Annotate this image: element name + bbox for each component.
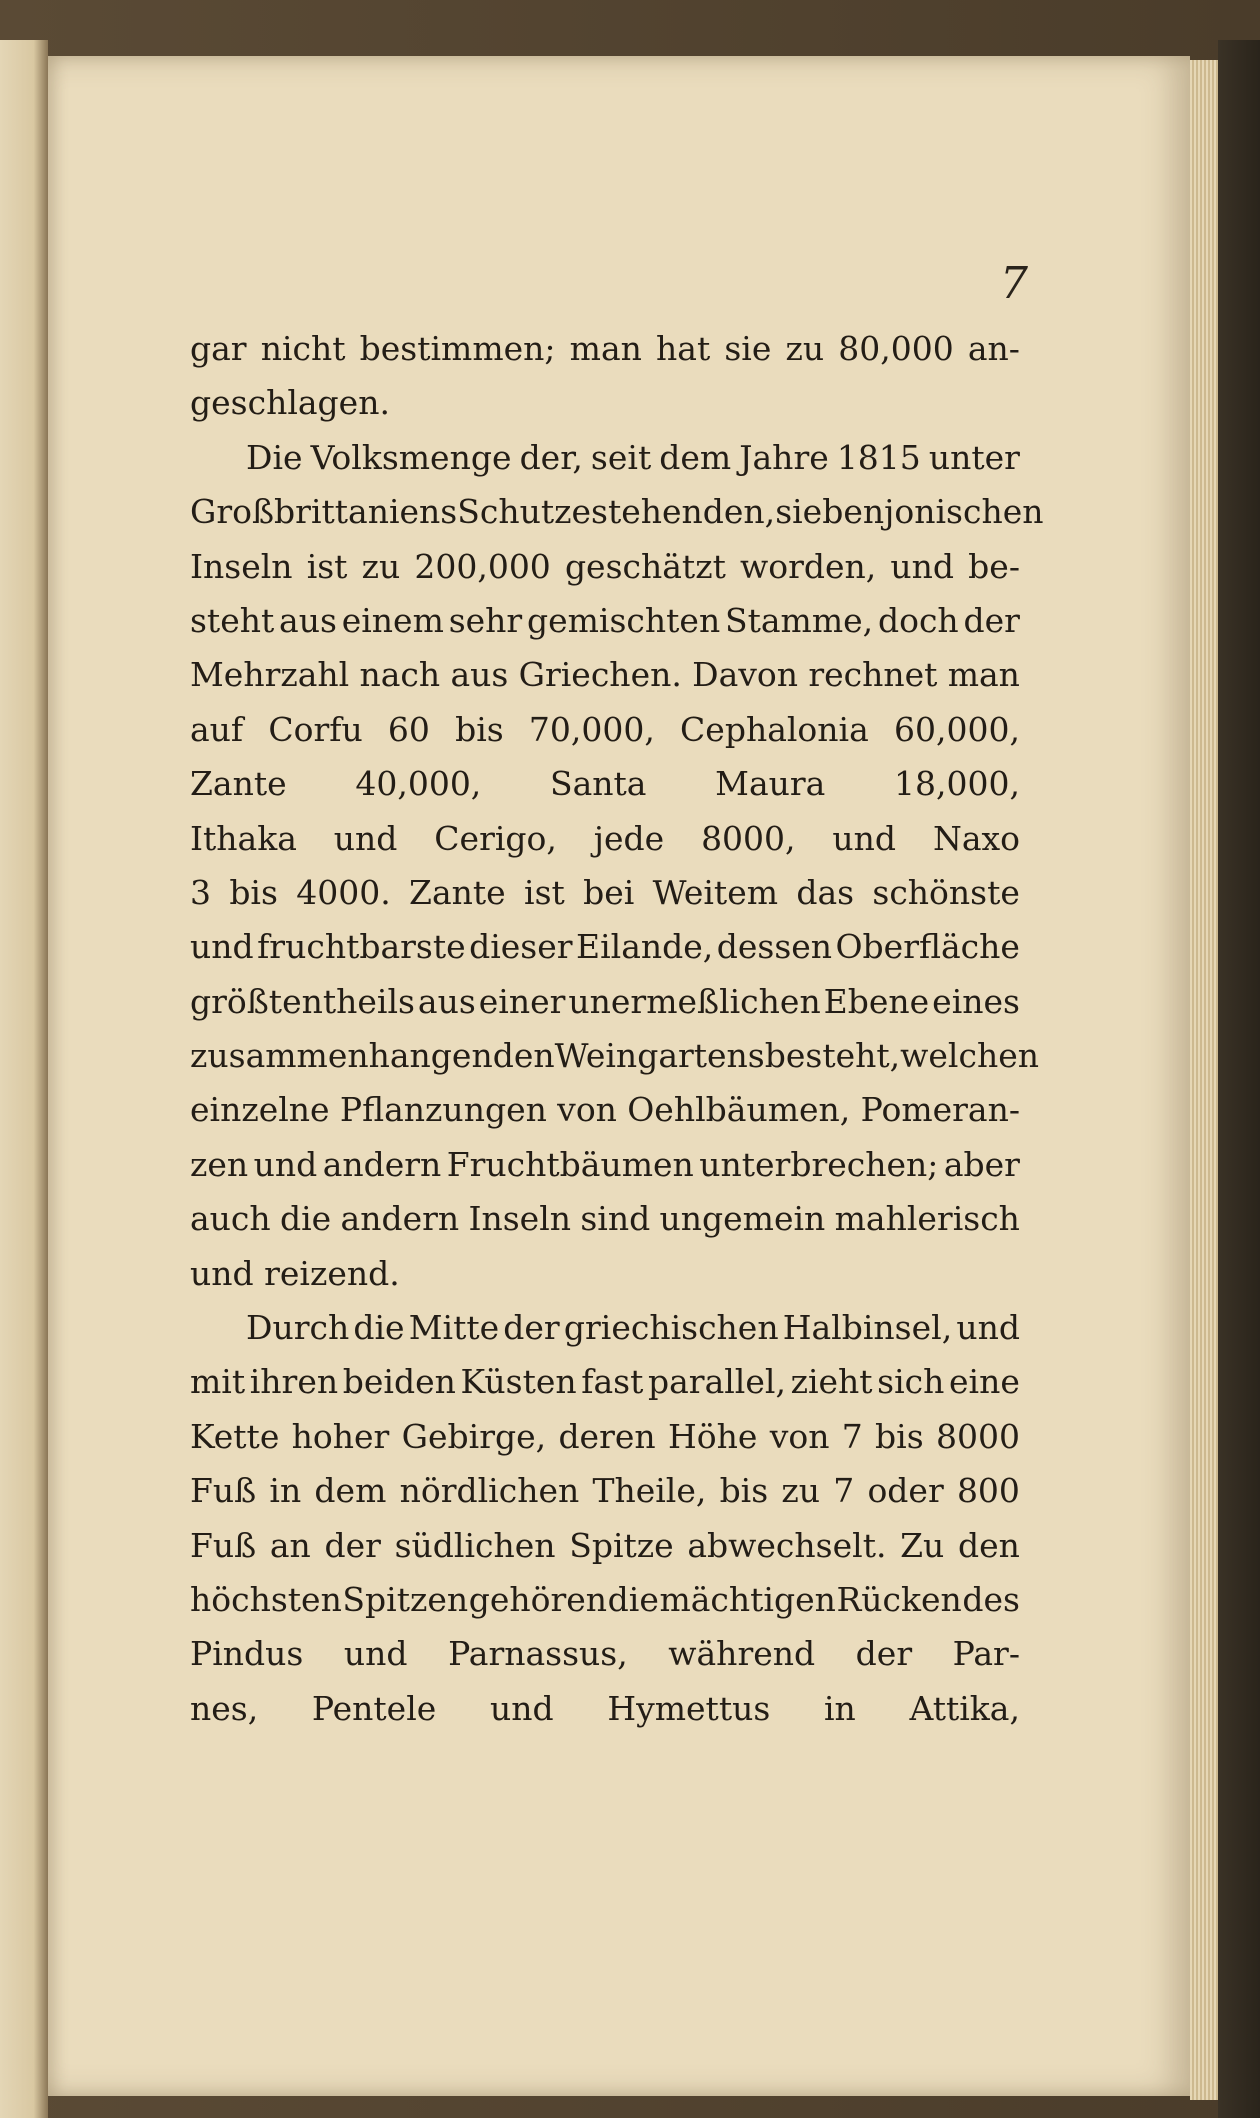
word: und [832,818,897,858]
word: Halbinsel, [782,1308,953,1348]
word: zu [361,546,401,586]
word: einem [341,600,444,640]
word: Inseln [190,546,293,586]
word: ihren [249,1362,339,1402]
facing-page-edge [0,40,48,2118]
word: Attika, [909,1688,1020,1728]
word: bis [455,709,504,749]
word: 60 [387,709,430,749]
text-line: und reizend. [190,1253,400,1293]
word: die [353,1308,405,1348]
word: und [489,1688,554,1728]
text-line [190,1138,1020,1192]
word: Inseln [468,1199,572,1239]
word: andern [322,1144,442,1184]
word: die [607,1579,659,1619]
word: besteht, [764,1036,901,1076]
word: Küsten [460,1362,577,1402]
word: Stamme, [725,600,874,640]
word: hoher [291,1416,390,1456]
word: 18,000, [894,764,1020,804]
word: doch [877,600,959,640]
word: Santa [550,764,647,804]
word: jonischen [884,492,1044,532]
word: 70,000, [528,709,655,749]
text-line [190,431,1020,485]
text-line [190,703,1020,757]
text-line [190,757,1020,811]
word: gehören [468,1579,608,1619]
word: 4000. [296,872,391,912]
word: bis [719,1471,769,1511]
word: zu [781,1471,821,1511]
word: höchsten [190,1579,342,1619]
word: geschätzt [564,546,726,586]
word: steht [190,600,275,640]
word: Weitem [652,872,779,912]
word: Cephalonia [680,709,869,749]
word: und [890,546,955,586]
word: beiden [342,1362,456,1402]
word: nach [359,655,441,695]
word: und [253,1144,318,1184]
word: Fuß [190,1471,257,1511]
word: zusammenhangenden [190,1036,555,1076]
word: parallel, [648,1362,786,1402]
word: Spitze [569,1525,674,1565]
word: an [269,1525,311,1565]
word: den [957,1525,1020,1565]
word: der [963,600,1020,640]
word: Höhe [667,1416,758,1456]
word: bestimmen; [359,329,556,368]
text-line [190,1627,1020,1681]
word: die [279,1199,332,1239]
text-line [190,812,1020,866]
word: sich [877,1362,945,1402]
word: auf [190,709,244,749]
word: und [190,927,254,967]
word: Schutze [457,492,592,532]
word: der [855,1634,913,1674]
word: deren [558,1416,656,1456]
word: in [269,1471,302,1511]
word: Rücken [836,1579,962,1619]
word: unter [928,437,1020,477]
word: 3 [190,872,211,912]
word: einzelne [190,1090,330,1130]
word: der, [519,437,583,477]
word: 8000, [701,818,796,858]
word: 40,000, [355,764,482,804]
word: Fruchtbäumen [446,1144,694,1184]
word: stehenden, [591,492,776,532]
word: Parnassus, [448,1634,628,1674]
word: Jahre [739,437,829,477]
word: gar [190,329,247,368]
text-line [190,1464,1020,1518]
word: von [769,1416,830,1456]
word: man [569,329,642,368]
word: Fuß [190,1525,257,1565]
page-block-edge [1190,60,1218,2100]
word: man [947,655,1020,695]
word: rechnet [808,655,938,695]
word: Ithaka [190,818,297,858]
word: größtentheils [190,981,415,1021]
word: auch [190,1199,271,1239]
text-line [190,920,1020,974]
text-line [190,1573,1020,1627]
word: aus [450,655,509,695]
word: Hymettus [607,1688,771,1728]
word: andern [340,1199,460,1239]
word: sehr [448,600,523,640]
word: sind [580,1199,651,1239]
word: aus [279,600,337,640]
word: ungemein [659,1199,826,1239]
word: Pindus [190,1634,304,1674]
word: bei [583,872,635,912]
word: 80,000 [838,329,954,368]
word: Eilande, [576,927,714,967]
word: fast [581,1362,644,1402]
word: 1815 [836,437,921,477]
text-line [190,1355,1020,1409]
word: nes, [190,1688,259,1728]
word: Par- [952,1634,1020,1674]
text-line: geschlagen. [190,383,390,423]
word: Volksmenge [310,437,512,477]
word: eine [949,1362,1020,1402]
word: Gebirge, [401,1416,547,1456]
word: des [962,1579,1020,1619]
word: Ebene [823,981,930,1021]
text-line [190,1192,1020,1246]
text-line [190,1519,1020,1573]
word: jede [593,818,665,858]
word: unterbrechen; [699,1144,939,1184]
word: Oberfläche [835,927,1020,967]
word: dessen [716,927,833,967]
text-line [190,1410,1020,1464]
word: Großbrittaniens [190,492,458,532]
word: dieser [469,927,573,967]
word: mächtigen [659,1579,836,1619]
word: Zante [190,764,287,804]
word: eines [932,981,1020,1021]
text-line [190,975,1020,1029]
text-line [190,540,1020,594]
word: bis [229,872,278,912]
word: Corfu [268,709,363,749]
text-line [190,594,1020,648]
word: sie [724,329,772,368]
word: be- [968,546,1020,586]
word: Zu [900,1525,945,1565]
word: Oehlbäumen, [627,1090,851,1130]
word: fruchtbarste [257,927,466,967]
text-line [190,322,1020,376]
word: Pentele [311,1688,437,1728]
word: dem [314,1471,387,1511]
word: Griechen. [518,655,682,695]
word: bis [875,1416,924,1456]
text-line [190,1301,1020,1355]
word: ist [306,546,348,586]
word: aber [943,1144,1020,1184]
word: 7 [841,1416,863,1456]
word: 60,000, [893,709,1020,749]
word: 800 [956,1471,1020,1511]
word: ist [524,872,565,912]
word: Theile, [592,1471,707,1511]
word: gemischten [526,600,721,640]
text-line [190,866,1020,920]
word: griechischen [563,1308,779,1348]
word: abwechselt. [687,1525,887,1565]
word: worden, [739,546,877,586]
page-number: 7 [1000,258,1028,309]
book-cover-edge [1218,40,1260,2118]
word: zu [785,329,825,368]
word: Zante [409,872,506,912]
word: zen [190,1144,249,1184]
word: 8000 [935,1416,1020,1456]
word: und [343,1634,408,1674]
word: Maura [715,764,826,804]
body-text [190,322,1044,1736]
word: 7 [833,1471,855,1511]
word: während [668,1634,816,1674]
word: Davon [692,655,799,695]
text-line [190,1682,1020,1736]
word: einer [478,981,566,1021]
word: in [823,1688,856,1728]
word: seit [590,437,652,477]
word: aus [417,981,476,1021]
word: hat [656,329,711,368]
word: der [503,1308,560,1348]
word: Die [246,437,303,477]
word: an- [967,329,1020,368]
word: das [796,872,855,912]
word: dem [659,437,732,477]
text-line [190,1083,1020,1137]
word: Spitzen [342,1579,469,1619]
word: sieben [775,492,885,532]
word: unermeßlichen [568,981,821,1021]
text-line [190,648,1020,702]
word: zieht [790,1362,873,1402]
word: mahlerisch [834,1199,1020,1239]
word: oder [867,1471,944,1511]
word: und [333,818,398,858]
word: Mehrzahl [190,655,350,695]
word: 200,000 [414,546,551,586]
word: Kette [190,1416,280,1456]
word: von [557,1090,617,1130]
word: Cerigo, [434,818,557,858]
word: und [956,1308,1020,1348]
word: mit [190,1362,246,1402]
word: schönste [872,872,1020,912]
word: nördlichen [399,1471,580,1511]
word: südlichen [394,1525,556,1565]
word: Pomeran- [860,1090,1020,1130]
word: Pflanzungen [339,1090,547,1130]
word: Mitte [408,1308,500,1348]
text-line [190,1029,1039,1083]
word: Naxo [932,818,1020,858]
word: nicht [260,329,346,368]
word: welchen [900,1036,1039,1076]
word: Durch [246,1308,350,1348]
text-line [190,485,1044,539]
word: Weingartens [554,1036,765,1076]
word: der [324,1525,381,1565]
